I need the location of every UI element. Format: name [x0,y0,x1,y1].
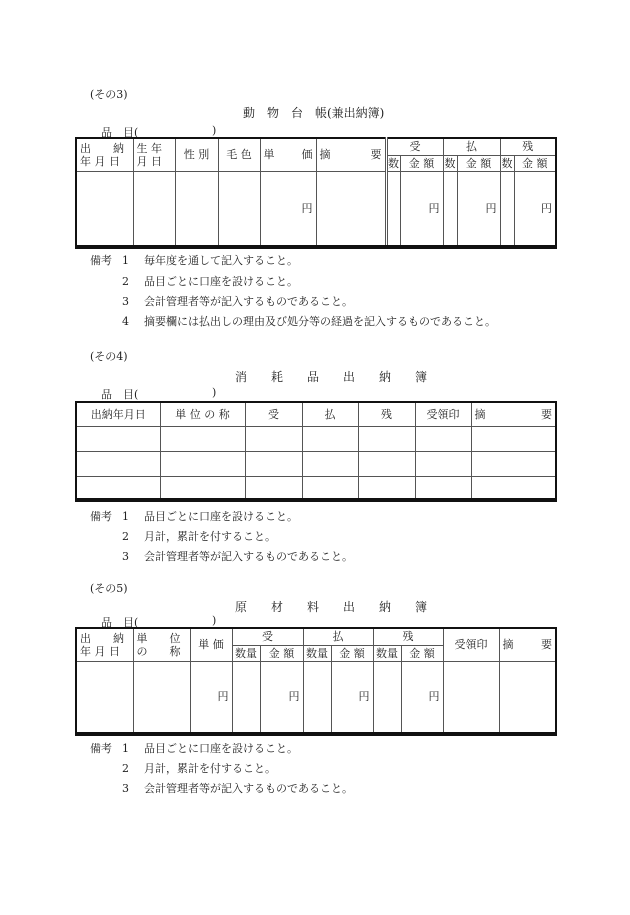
cell-unit-name[interactable] [133,661,190,734]
header-birth [133,138,175,171]
section5-title: 原 材 料 出 納 簿 [235,600,428,614]
section4-note-2 [90,528,276,544]
section4-title: 消 耗 品 出 納 簿 [235,370,428,384]
cell-receive[interactable] [245,476,302,500]
cell-date[interactable] [76,476,160,500]
table-row [76,426,556,451]
cell-date[interactable] [76,426,160,451]
header-balance-qty: 数量 [373,645,401,661]
note-num: 3 [122,295,129,308]
note-text: 品目ごとに口座を設けること。 [144,275,298,288]
cell-unit-price[interactable]: 円 [260,171,316,247]
note-num: 3 [122,550,129,563]
section5-note-3 [90,780,353,796]
section3-label: (その3) [90,88,128,101]
header-balance: 残 [373,628,443,645]
section3-item-label: 品 目( [101,126,139,139]
section3-note-4 [90,313,496,329]
header-date [76,628,133,661]
section4-note-1 [90,508,298,524]
header-balance: 残 [500,138,556,155]
header-pay: 払 [443,138,500,155]
cell-unit-name[interactable] [160,451,245,476]
cell-summary[interactable] [471,426,556,451]
header-summary-b: 要 [541,638,552,652]
note-text: 毎年度を通して記入すること。 [144,254,298,267]
header-birth-line1: 生 年 [136,141,162,155]
header-pay-amount: 金 額 [331,645,373,661]
header-pay-amount: 金 額 [457,155,500,171]
header-summary-b: 要 [541,407,552,421]
note-text: 摘要欄には払出しの理由及び処分等の経過を記入するものであること。 [144,315,496,328]
section4-item-label: 品 目( [101,388,139,401]
note-num: 4 [122,315,129,328]
cell-color[interactable] [218,171,260,247]
header-unit-price-a: 単 [263,148,275,162]
note-text: 会計管理者等が記入するものであること。 [144,782,353,795]
header-summary [316,138,386,171]
header-date-line1: 出 納 [80,631,124,645]
header-pay-qty: 数 [444,156,456,170]
note-num: 2 [122,762,129,775]
cell-pay-qty[interactable] [303,661,331,734]
note-num: 1 [122,254,129,267]
header-seal: 受領印 [443,628,499,661]
header-balance: 残 [358,402,415,426]
cell-pay[interactable] [302,451,358,476]
cell-date[interactable] [76,661,133,734]
cell-seal[interactable] [443,661,499,734]
section5-item-label: 品 目( [101,616,139,629]
section3-title: 動 物 台 帳(兼出納簿) [243,106,385,120]
section4-note-3 [90,548,353,564]
header-unit-name: 単 位 の 称 [160,402,245,426]
section5-label: (その5) [90,582,128,595]
cell-unit-name[interactable] [160,426,245,451]
header-unit-price-b: 価 [301,148,313,162]
notes-label: 備考 [90,742,112,755]
header-balance-amount: 金 額 [401,645,443,661]
header-date-line2: 年 月 日 [80,154,120,168]
note-text: 月計，累計を付すること。 [144,530,276,543]
cell-date[interactable] [76,171,133,247]
cell-receive[interactable] [245,426,302,451]
note-num: 1 [122,742,129,755]
cell-balance-qty[interactable] [500,171,514,247]
section4-item-close: ) [212,386,217,399]
table-row [76,451,556,476]
header-receive: 受 [245,402,302,426]
cell-seal[interactable] [415,426,471,451]
header-color: 毛 色 [218,138,260,171]
header-sex: 性 別 [175,138,218,171]
section3-note-2 [90,273,298,289]
cell-receive-qty[interactable] [232,661,260,734]
header-unit-price: 単 価 [190,628,232,661]
animal-ledger-table [75,137,557,249]
cell-unit-name[interactable] [160,476,245,500]
notes-label: 備考 [90,510,112,523]
cell-receive-amount[interactable]: 円 [260,661,303,734]
header-summary-a: 摘 [319,148,331,162]
section3-note-3 [90,293,353,309]
cell-sex[interactable] [175,171,218,247]
cell-pay[interactable] [302,426,358,451]
header-receive-qty: 数 [388,156,399,170]
cell-date[interactable] [76,451,160,476]
note-text: 品目ごとに口座を設けること。 [144,510,298,523]
cell-balance[interactable] [358,451,415,476]
note-text: 品目ごとに口座を設けること。 [144,742,298,755]
cell-pay-amount[interactable]: 円 [331,661,373,734]
cell-seal[interactable] [415,451,471,476]
cell-pay[interactable] [302,476,358,500]
header-birth-line2: 月 日 [136,154,162,168]
header-balance-amount: 金 額 [514,155,556,171]
cell-summary[interactable] [471,451,556,476]
cell-seal[interactable] [415,476,471,500]
note-num: 2 [122,530,129,543]
cell-birth[interactable] [133,171,175,247]
header-summary-a: 摘 [502,638,514,652]
note-text: 月計，累計を付すること。 [144,762,276,775]
table-row [76,476,556,500]
header-summary [471,402,556,426]
note-num: 2 [122,275,129,288]
cell-receive[interactable] [245,451,302,476]
note-text: 会計管理者等が記入するものであること。 [144,550,353,563]
header-pay: 払 [303,628,373,645]
header-seal: 受領印 [415,402,471,426]
cell-balance-qty[interactable] [373,661,401,734]
note-text: 会計管理者等が記入するものであること。 [144,295,353,308]
cell-balance[interactable] [358,426,415,451]
cell-balance[interactable] [358,476,415,500]
note-num: 3 [122,782,129,795]
cell-unit-price[interactable]: 円 [190,661,232,734]
header-summary-b: 要 [370,148,382,162]
raw-materials-ledger-table [75,627,557,736]
table-row [76,171,556,247]
consumables-ledger-table [75,401,557,502]
header-pay: 払 [302,402,358,426]
section4-label: (その4) [90,350,128,363]
header-unit-name-line1: 単 位 [136,631,181,645]
header-summary [499,628,556,661]
cell-summary[interactable] [499,661,556,734]
table-row [76,661,556,734]
cell-pay-qty[interactable] [443,171,457,247]
header-pay-qty: 数量 [303,645,331,661]
header-summary-a: 摘 [474,407,486,421]
header-receive-qty: 数量 [232,645,260,661]
header-unit-name [133,628,190,661]
header-unit-name-line2: の 称 [136,644,181,658]
header-unit-price [260,138,316,171]
cell-receive-qty[interactable] [386,171,400,247]
header-receive-amount: 金 額 [400,155,443,171]
notes-label: 備考 [90,254,112,267]
section5-note-2 [90,760,276,776]
header-balance-qty: 数 [501,156,513,170]
header-date [76,138,133,171]
note-num: 1 [122,510,129,523]
section3-item-close: ) [212,124,217,137]
cell-balance-amount[interactable]: 円 [401,661,443,734]
header-date-line2: 年 月 日 [80,644,120,658]
header-date-line1: 出 納 [80,141,124,155]
section5-note-1 [90,740,298,756]
cell-receive-amount[interactable]: 円 [400,171,443,247]
section5-item-close: ) [212,614,217,627]
cell-balance-amount[interactable]: 円 [514,171,556,247]
header-receive: 受 [232,628,303,645]
header-date: 出納年月日 [76,402,160,426]
header-receive-amount: 金 額 [260,645,303,661]
cell-summary[interactable] [316,171,386,247]
cell-summary[interactable] [471,476,556,500]
section3-note-1 [90,252,298,268]
header-receive: 受 [386,138,443,155]
cell-pay-amount[interactable]: 円 [457,171,500,247]
